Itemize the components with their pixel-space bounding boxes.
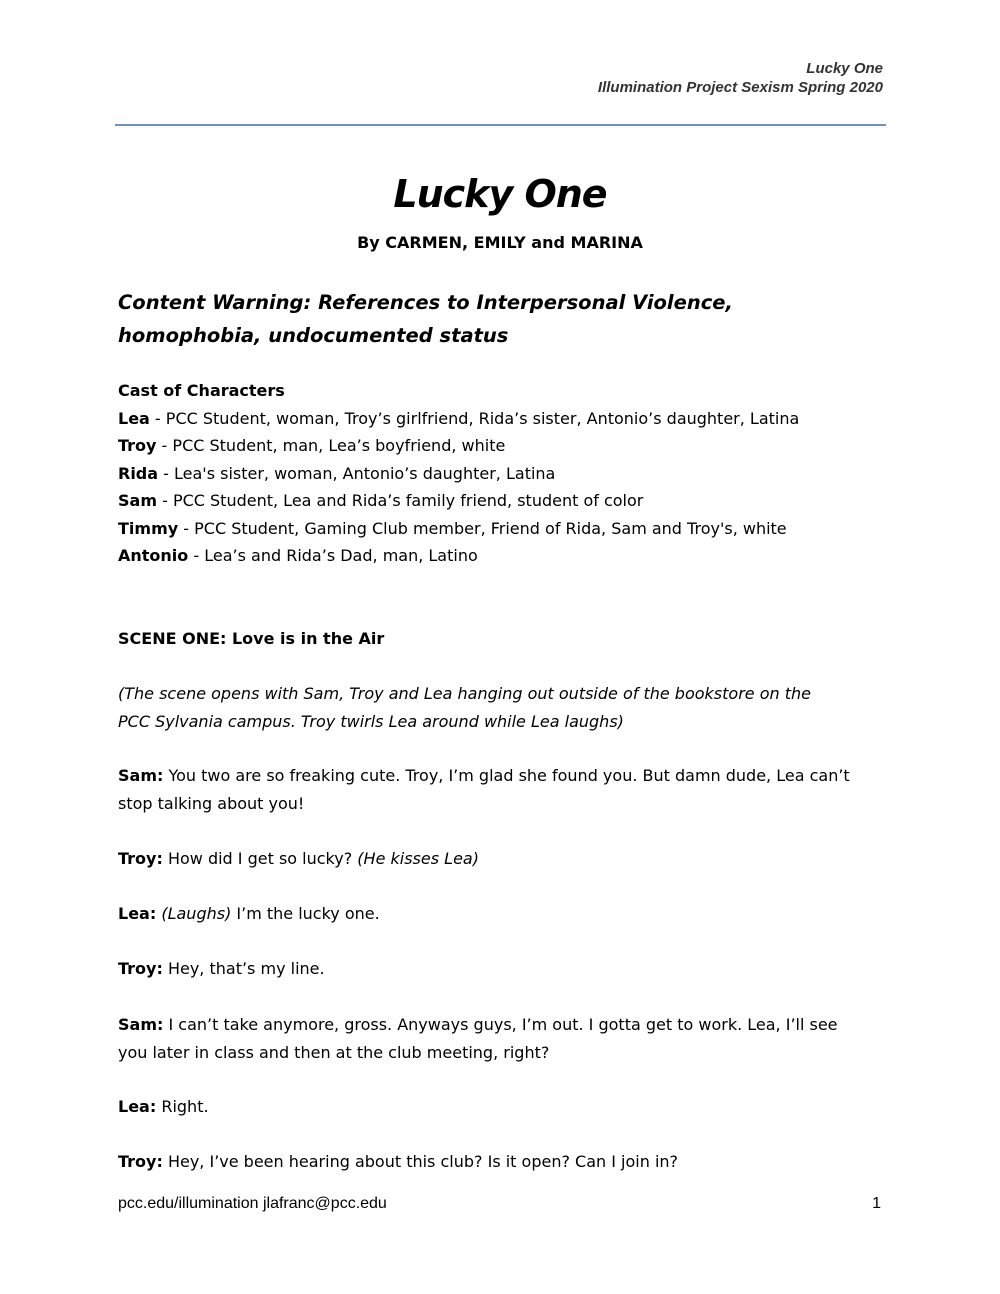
cast-desc: - PCC Student, woman, Troy’s girlfriend, Rida’s sister, Antonio’s daughter, Latina: [149, 408, 800, 428]
header-title: Lucky One: [806, 60, 883, 77]
speaker: Lea:: [118, 904, 157, 923]
cast-desc: - PCC Student, Gaming Club member, Friend of Rida, Sam and Troy's, white: [178, 518, 787, 538]
cast-desc: - Lea’s and Rida’s Dad, man, Latino: [188, 546, 478, 565]
dialogue-text: Right.: [156, 1097, 209, 1116]
page-header: [598, 59, 883, 97]
dialogue-text: Hey, that’s my line.: [162, 959, 325, 978]
cast-name: Antonio: [118, 546, 189, 565]
dialogue-line: [118, 762, 888, 817]
cast-name: Lea: [118, 408, 150, 428]
stage-direction: (The scene opens with Sam, Troy and Lea hanging out outside of the bookstore on the PCC Sylvania campus. Troy twirls Lea around while Lea laughs): [118, 684, 811, 731]
cast-name: Rida: [118, 463, 159, 483]
cast-member: [118, 460, 888, 488]
dialogue-text: How did I get so lucky?: [162, 849, 358, 868]
speaker: Sam:: [118, 766, 164, 785]
dialogue-text: You two are so freaking cute. Troy, I’m glad she found you. But damn dude, Lea can’t stop talking about you!: [118, 766, 850, 813]
speaker: Troy:: [118, 849, 163, 868]
speaker: Troy:: [118, 1152, 163, 1171]
dialogue-line: [118, 955, 888, 983]
header-divider: [115, 124, 886, 126]
dialogue-text: Hey, I’ve been hearing about this club? Is it open? Can I join in?: [162, 1152, 679, 1171]
document-title: Lucky One: [393, 172, 607, 216]
dialogue-line: [118, 845, 888, 873]
cast-name: Timmy: [118, 518, 179, 538]
cast-desc: - Lea's sister, woman, Antonio’s daughter, Latina: [158, 463, 556, 483]
cast-name: Troy: [118, 436, 157, 455]
dialogue-line: [118, 1148, 888, 1176]
cast-name: Sam: [118, 491, 157, 510]
footer-text: pcc.edu/illumination jlafranc@pcc.edu: [118, 1195, 387, 1212]
content-warning: Content Warning: References to Interpersonal Violence, homophobia, undocumented status: [118, 291, 733, 347]
byline: By CARMEN, EMILY and MARINA: [357, 233, 643, 252]
cast-desc: - PCC Student, Lea and Rida’s family friend, student of color: [157, 491, 644, 510]
cast-desc: - PCC Student, man, Lea’s boyfriend, white: [156, 436, 506, 455]
cast-member: [118, 515, 888, 543]
cast-member: [118, 405, 888, 433]
cast-member: [118, 542, 888, 570]
dialogue-line: [118, 1011, 868, 1066]
cast-list: [118, 377, 888, 570]
dialogue-direction: (Laughs): [156, 904, 232, 923]
dialogue-text: I can’t take anymore, gross. Anyways guys, I’m out. I gotta get to work. Lea, I’ll see you later in class and then at the club meeting, right?: [118, 1015, 838, 1062]
cast-member: [118, 432, 888, 460]
dialogue-line: [118, 900, 888, 928]
cast-member: [118, 487, 888, 515]
cast-heading: Cast of Characters: [118, 381, 285, 400]
dialogue-direction: (He kisses Lea): [357, 849, 479, 868]
dialogue-text: I’m the lucky one.: [231, 904, 380, 923]
scene-heading: SCENE ONE: Love is in the Air: [118, 629, 385, 648]
speaker: Troy:: [118, 959, 163, 978]
page-number: 1: [872, 1195, 881, 1212]
header-subtitle: Illumination Project Sexism Spring 2020: [597, 79, 883, 96]
dialogue-line: [118, 1093, 888, 1121]
speaker: Lea:: [118, 1097, 157, 1116]
speaker: Sam:: [118, 1015, 164, 1034]
